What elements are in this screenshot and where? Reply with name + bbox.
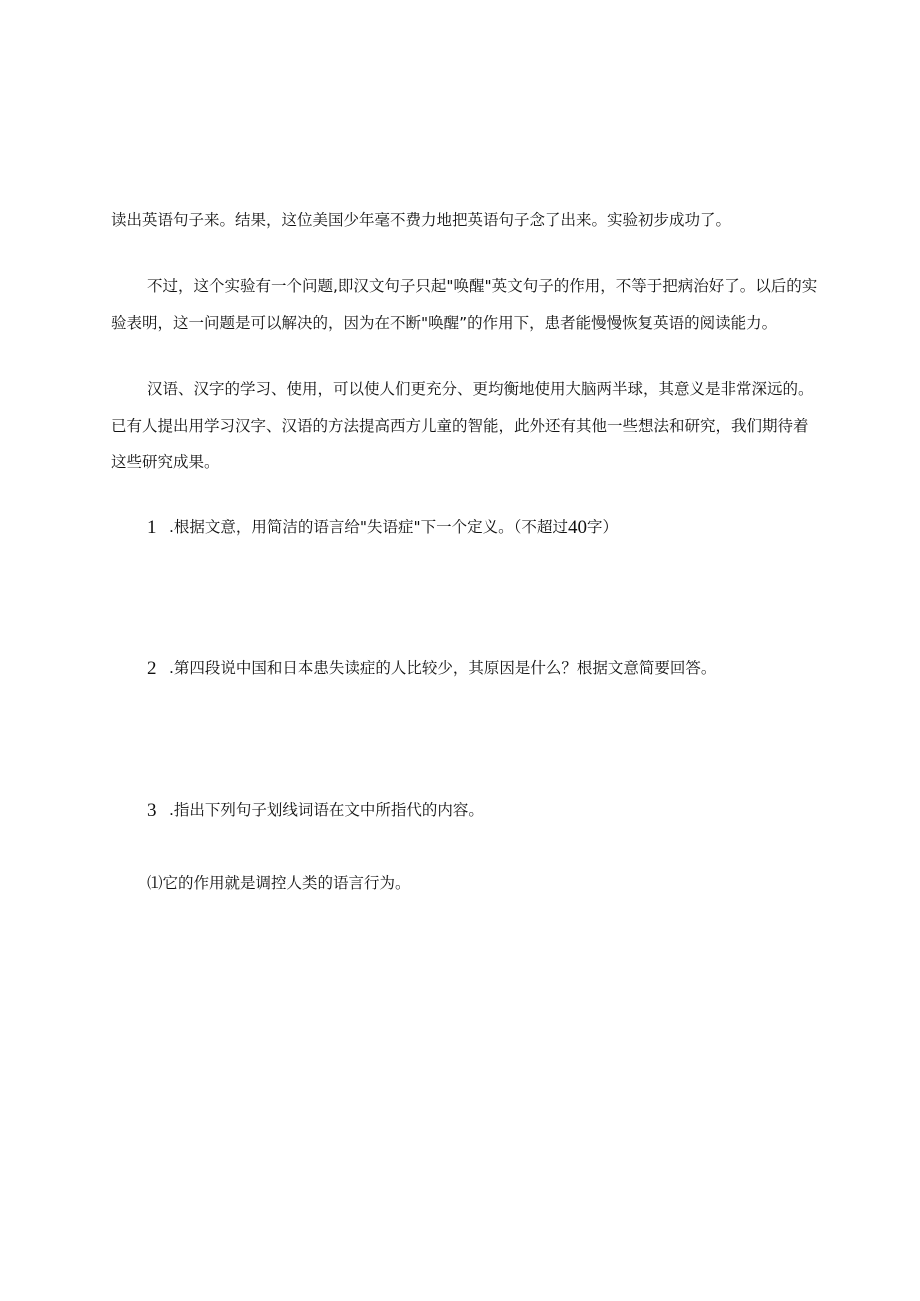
question-1-text-before: .根据文意，用简洁的语言给"失语症"下一个定义。（不超过	[169, 518, 568, 536]
paragraph-3-line-3: 这些研究成果。	[111, 453, 220, 471]
sub-question-1: ⑴它的作用就是调控人类的语言行为。	[147, 874, 411, 892]
paragraph-2-line-1: 不过，这个实验有一个问题,即汉文句子只起"唤醒"英文句子的作用，不等于把病治好了。以后的实	[147, 277, 818, 295]
question-3-number: 3	[147, 800, 157, 821]
question-2-text: .第四段说中国和日本患失读症的人比较少，其原因是什么？根据文意简要回答。	[169, 659, 717, 677]
question-1	[147, 517, 618, 538]
question-2-number: 2	[147, 658, 157, 679]
paragraph-2-line-2: 验表明，这一问题是可以解决的，因为在不断"唤醒”的作用下，患者能慢慢恢复英语的阅读能力。	[111, 314, 778, 332]
paragraph-3-line-1: 汉语、汉字的学习、使用，可以使人们更充分、更均衡地使用大脑两半球，其意义是非常深远的。	[147, 380, 814, 398]
paragraph-1-line-1: 读出英语句子来。结果，这位美国少年毫不费力地把英语句子念了出来。实验初步成功了。	[111, 211, 732, 229]
question-1-text-after: 字）	[586, 518, 618, 536]
question-1-limit: 40	[567, 517, 587, 538]
question-3	[147, 800, 484, 821]
paragraph-3-line-2: 已有人提出用学习汉字、汉语的方法提高西方儿童的智能，此外还有其他一些想法和研究，我们期待着	[111, 417, 809, 435]
question-2	[147, 658, 716, 679]
question-3-text: .指出下列句子划线词语在文中所指代的内容。	[169, 801, 484, 819]
question-1-number: 1	[147, 517, 157, 538]
